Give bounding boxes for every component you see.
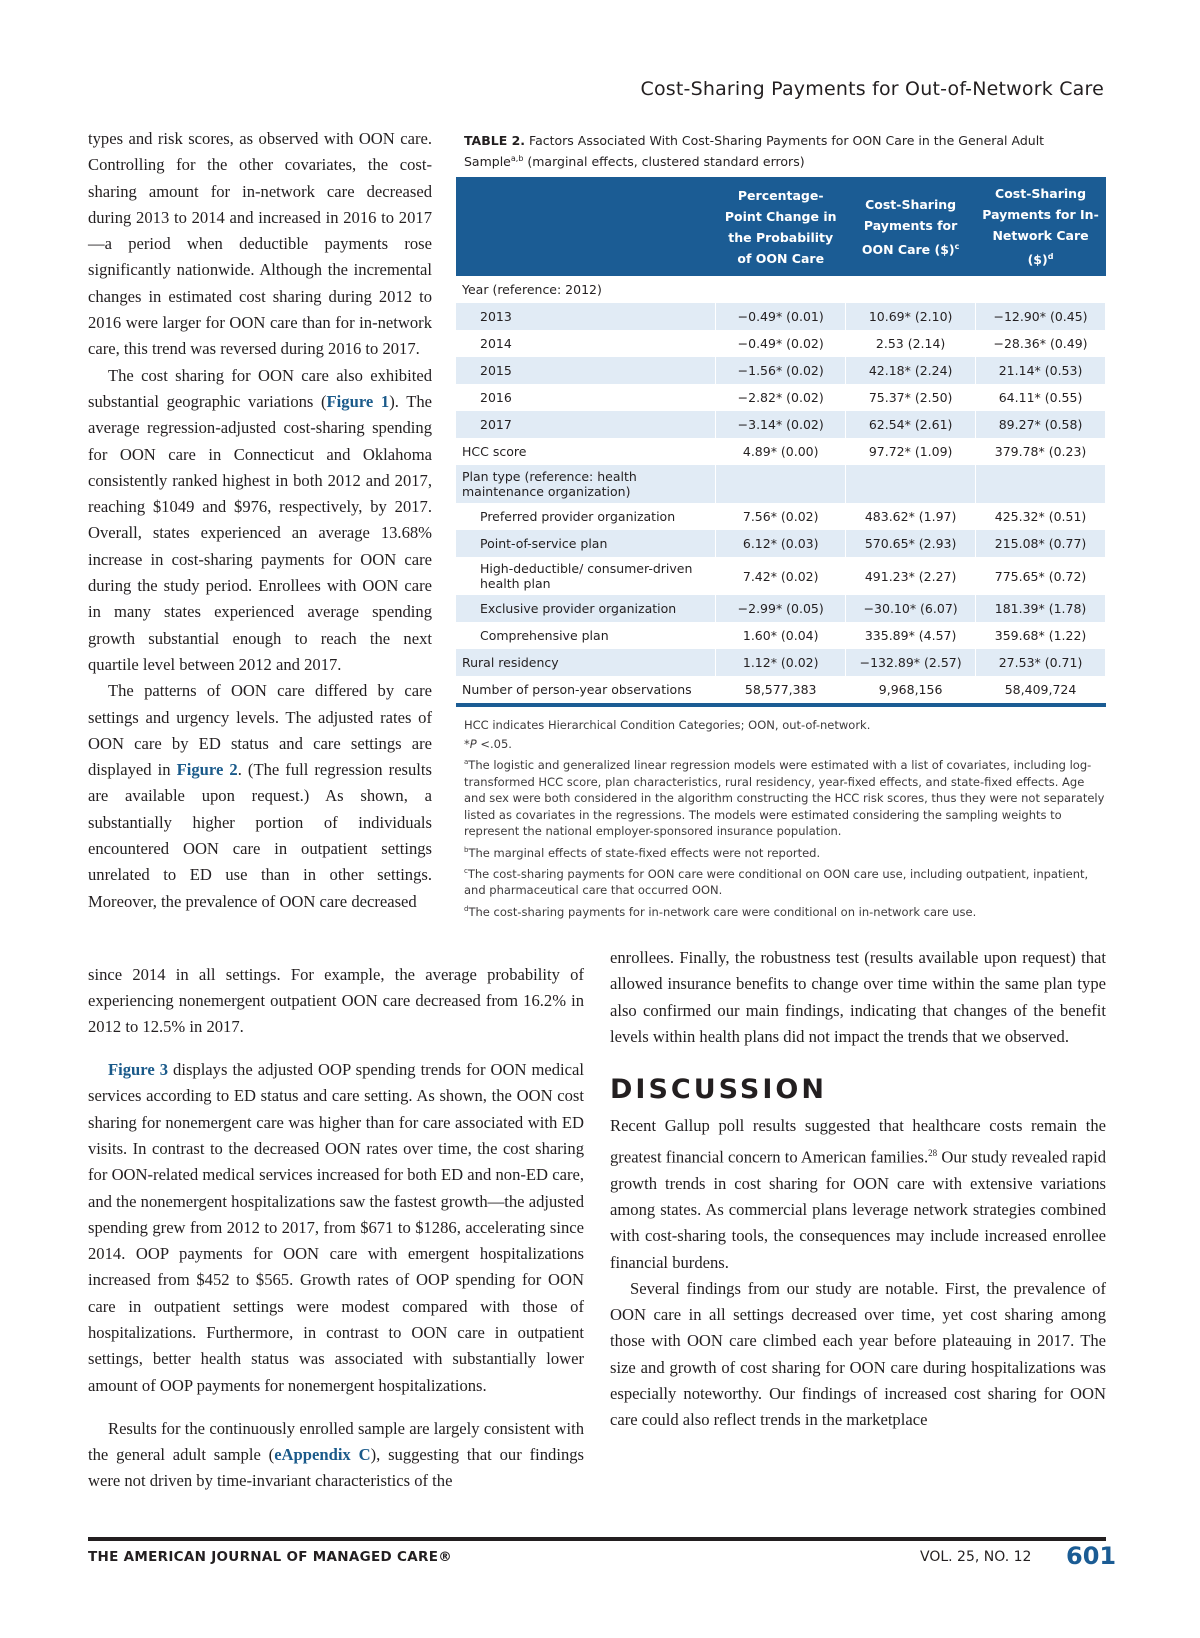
table-cell: 7.42* (0.02) [716,557,846,595]
text-span: displays the adjusted OOP spending trends for OON medical services according to ED status and care setting. As shown, the OON cost sharing for nonemergent care was higher than for care associated with ED visits. In contrast to the decreased OON rates over time, the cost sharing for OON-related medical services increased for both ED and non-ED care, and the nonemergent hospitalizations saw the fastest growth—the adjusted spending grew from 2012 to 2017, from $671 to $1286, accelerating since 2014. OOP payments for OON care with emergent hospitalizations increased from $452 to $565. Growth rates of OOP spending for OON care in outpatient settings were modest compared with those of hospitalizations. Furthermore, in contrast to OON care in outpatient settings, better health status was associated with substantially lower amount of OOP payments for nonemergent hospitalizations. [88,1060,584,1395]
table-row [456,303,1106,330]
text-span: The cost sharing for OON care also exhibited substantial geographic variations ( [88,365,432,411]
table-cell: −3.14* (0.02) [716,411,846,438]
table-title-tail: (marginal effects, clustered standard errors) [523,154,805,170]
page-number: 601 [1066,1542,1117,1570]
table-row [456,384,1106,411]
table-cell: −2.82* (0.02) [716,384,846,411]
table-row [456,438,1106,465]
row-label: HCC score [456,438,716,465]
table-cell: 379.78* (0.23) [976,438,1106,465]
table-cell: 181.39* (1.78) [976,595,1106,622]
table-cell: 62.54* (2.61) [846,411,976,438]
table-cell: 359.68* (1.22) [976,622,1106,649]
table-cell [976,276,1106,303]
table-cell: 9,968,156 [846,676,976,705]
table-cell: 483.62* (1.97) [846,503,976,530]
table-cell [846,465,976,503]
row-label: 2017 [456,411,716,438]
table-cell: 42.18* (2.24) [846,357,976,384]
paragraph: types and risk scores, as observed with OON care. Controlling for the other covariates, the cost-sharing amount for in-network care decreased during 2013 to 2014 and increased in 2016 to 2017—a period when deductible payments rose significantly nationwide. Although the incremental changes in estimated cost sharing during 2012 to 2016 were larger for OON care than for in-network care, this trend was reversed during 2016 to 2017. [88,129,432,359]
row-label: 2013 [456,303,716,330]
note-text: <.05. [476,736,512,751]
table-cell: 97.72* (1.09) [846,438,976,465]
row-label: Exclusive provider organization [456,595,716,622]
section-heading: DISCUSSION [610,1074,827,1106]
table-header-row [456,177,1106,276]
table-cell: 58,409,724 [976,676,1106,705]
text-span: Results for the continuously enrolled sample are largely consistent with the general adult sample ( [88,1418,584,1464]
paragraph [88,678,432,915]
table-cell: 21.14* (0.53) [976,357,1106,384]
header-sup: d [1047,252,1054,262]
paragraph: since 2014 in all settings. For example, the average probability of experiencing nonemergent outpatient OON care decreased from 16.2% in 2012 to 12.5% in 2017. [88,964,584,1037]
footer-rule [88,1537,1106,1541]
table-title-text: Factors Associated With Cost-Sharing Payments for OON Care in the General Adult Sample [464,133,1045,170]
table-note [464,863,1106,899]
table-cell: 6.12* (0.03) [716,530,846,557]
table-cell: 425.32* (0.51) [976,503,1106,530]
table-row [456,503,1106,530]
table-cell: 27.53* (0.71) [976,649,1106,676]
row-label: High-deductible/ consumer-driven health plan [456,557,716,595]
journal-name: THE AMERICAN JOURNAL OF MANAGED CARE® [88,1549,453,1565]
row-label: 2015 [456,357,716,384]
table-2 [456,132,1106,922]
paragraph [88,1057,584,1399]
table-cell: 570.65* (2.93) [846,530,976,557]
header-col-3 [976,177,1106,276]
table-row [456,411,1106,438]
data-table [456,177,1106,707]
paragraph: Several findings from our study are notable. First, the prevalence of OON care in all settings decreased over time, yet cost sharing among those with OON care climbed each year before plateauing in 2017. The size and growth of cost sharing for OON care during hospitalizations was especially noteworthy. Our findings of increased cost sharing for OON care could also reflect trends in the marketplace [610,1278,1106,1430]
table-cell: −2.99* (0.05) [716,595,846,622]
table-cell: 491.23* (2.27) [846,557,976,595]
table-cell: 64.11* (0.55) [976,384,1106,411]
table-note [464,842,1106,861]
paragraph: enrollees. Finally, the robustness test (results available upon request) that allowed insurance benefits to change over time within the same plan type also confirmed our main findings, indicating that changes of the benefit levels within health plans did not impact the trends that we observed. [610,948,1106,1046]
table-note: HCC indicates Hierarchical Condition Categories; OON, out-of-network. [464,718,871,733]
figure-2-link[interactable]: Figure 2 [176,760,238,780]
table-note [464,754,1106,839]
paragraph [610,1113,1106,1275]
note-text: The marginal effects of state-fixed effects were not reported. [468,845,821,860]
table-cell: −30.10* (6.07) [846,595,976,622]
note-mark: d [464,904,469,913]
note-mark: b [464,845,469,854]
header-col-1: Percentage-Point Change in the Probability of OON Care [716,177,846,276]
table-row [456,595,1106,622]
row-label: Year (reference: 2012) [456,276,716,303]
table-row [456,622,1106,649]
table-cell [716,276,846,303]
text-span: The patterns of OON care differed by care settings and urgency levels. The adjusted rates of OON care by ED status and care settings are displayed in [88,681,432,780]
paragraph [88,1416,584,1495]
row-label: Number of person-year observations [456,676,716,705]
table-row [456,357,1106,384]
text-span: . (The full regression results are available upon request.) As shown, a substantially higher portion of individuals encountered OON care in outpatient settings unrelated to ED use than in other settings. Moreover, the prevalence of OON care decreased [88,760,432,911]
table-cell: 10.69* (2.10) [846,303,976,330]
row-label: Plan type (reference: health maintenance organization) [456,465,716,503]
row-label: 2014 [456,330,716,357]
row-label: 2016 [456,384,716,411]
text-span: ), suggesting that our findings were not driven by time-invariant characteristics of the [88,1444,584,1491]
left-column-top [88,126,432,915]
note-mark: c [464,866,468,875]
table-cell [976,465,1106,503]
row-label: Comprehensive plan [456,622,716,649]
eappendix-c-link[interactable]: eAppendix C [274,1444,371,1464]
table-label: TABLE 2. [464,133,526,148]
text-span: Our study revealed rapid growth trends in cost sharing for OON care with extensive variations among states. As commercial plans leverage network strategies combined with cost-sharing tools, the consequences may include increased enrollee financial burdens. [610,1147,1106,1272]
text-span: ). The average regression-adjusted cost-sharing spending for OON care in Connecticut and Oklahoma consistently ranked highest in both 2012 and 2017, reaching $1049 and $976, respectively, by 2017. Overall, states experienced an average 13.68% increase in cost-sharing payments for OON care during the study period. Enrollees with OON care in many states experienced average spending growth substantial enough to reach the next quartile level between 2012 and 2017. [88,391,432,674]
table-notes [464,717,1106,920]
header-col-2 [846,177,976,276]
table-cell: 7.56* (0.02) [716,503,846,530]
table-cell: 775.65* (0.72) [976,557,1106,595]
table-cell: 335.89* (4.57) [846,622,976,649]
note-p: P [469,736,477,751]
note-mark: a [464,758,469,767]
table-cell: 1.60* (0.04) [716,622,846,649]
row-label: Rural residency [456,649,716,676]
table-cell: −132.89* (2.57) [846,649,976,676]
table-row [456,276,1106,303]
header-sup: c [954,241,960,251]
table-cell: −0.49* (0.01) [716,303,846,330]
volume-issue: VOL. 25, NO. 12 [920,1549,1032,1565]
figure-1-link[interactable]: Figure 1 [326,391,390,411]
table-cell: −28.36* (0.49) [976,330,1106,357]
text-span: Recent Gallup poll results suggested that healthcare costs remain the greatest financial concern to American families. [610,1116,1106,1167]
table-row [456,465,1106,503]
table-cell: −1.56* (0.02) [716,357,846,384]
table-cell [716,465,846,503]
note-text: The logistic and generalized linear regression models were estimated with a list of covariates, including log-transformed HCC score, plan characteristics, rural residency, year-fixed effects, and state-fixed effects. Age and sex were both considered in the algorithm constructing the HCC risk scores, thus they were not separately listed as covariates in the regressions. The models were estimated considering the sampling weights to represent the national employer-sponsored insurance population. [464,758,1105,839]
citation-sup: 28 [928,1147,938,1158]
table-cell: −12.90* (0.45) [976,303,1106,330]
table-body [456,276,1106,705]
table-title [464,132,1106,171]
note-text: The cost-sharing payments for in-network care were conditional on in-network care use. [468,904,977,919]
table-cell: 4.89* (0.00) [716,438,846,465]
table-title-sup: a,b [510,154,524,163]
table-note [464,901,1106,920]
note-mark: * [464,736,470,751]
table-row [456,530,1106,557]
table-cell: 89.27* (0.58) [976,411,1106,438]
header-text: Cost-Sharing Payments for In-Network Care ($) [982,186,1099,268]
table-row [456,557,1106,595]
table-row [456,330,1106,357]
table-cell: 75.37* (2.50) [846,384,976,411]
table-cell [846,276,976,303]
table-row [456,676,1106,705]
paragraph [88,363,432,679]
table-cell: −0.49* (0.02) [716,330,846,357]
figure-3-link[interactable]: Figure 3 [108,1060,169,1080]
left-column-bottom [88,945,584,1511]
running-head: Cost-Sharing Payments for Out-of-Network Care [640,78,1104,100]
row-label: Point-of-service plan [456,530,716,557]
table-row [456,649,1106,676]
table-cell: 58,577,383 [716,676,846,705]
table-note [464,736,1106,753]
header-text: Cost-Sharing Payments for OON Care ($) [861,196,958,257]
note-text: The cost-sharing payments for OON care were conditional on OON care use, including outpatient, inpatient, and pharmaceutical care that occurred OON. [464,866,1089,898]
table-cell: 215.08* (0.77) [976,530,1106,557]
header-blank [456,177,716,276]
table-cell: 2.53 (2.14) [846,330,976,357]
right-column-bottom [610,945,1106,1434]
table-cell: 1.12* (0.02) [716,649,846,676]
row-label: Preferred provider organization [456,503,716,530]
